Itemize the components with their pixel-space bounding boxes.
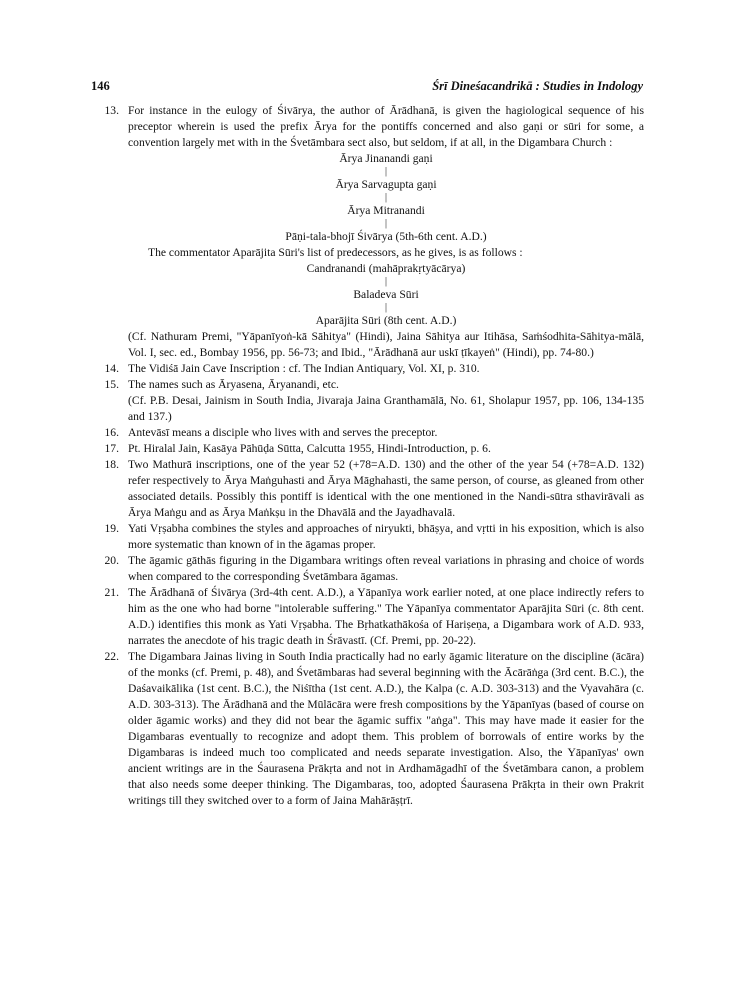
lineage-2-item: Baladeva Sūri (353, 288, 419, 301)
lineage-2-item: Aparājita Sūri (8th cent. A.D.) (315, 314, 457, 327)
lineage-2-item: Candranandi (mahāprakṛtyācārya) (306, 262, 466, 275)
note-text: The Digambara Jainas living in South India practically had no early āgamic literature on the discipline (ācāra) of the monks (cf. Premi, p. 48), and Śvetāmbaras had several beginning with the Ācārāṅga (3rd cent. B.C.), the Daśavaikālika (1st cent. B.C.), the Niśītha (1st cent. A.D.), the Kalpa (c. A.D. 303-313) and the Vyavahāra (c. A.D. 303-313). The Ārādhanā and the Mūlācāra were fresh compositions by the Yāpanīyas (based of course on older āgamic works) and they did not bear the āgamic suffix "aṅga". This may have made it easier for the Digambaras eventually to recognize and adopt them. This problem of borrowals of entire works by the Digambaras is indeed much too complicated and needs separate investigation. Also, the Yāpanīyas' own ancient writings are in the Śaurasena Prākṛta and not in Ardhamāgadhī of the Śvetāmbara canon, a problem that also needs some deeper thinking. The Digambaras, too, adopted Śaurasena Prākṛta in their own Prakrit writings till they switched over to a form of Jaina Mahārāṣṭrī. (128, 650, 644, 807)
note-13 (91, 103, 644, 361)
lineage-separator: | (384, 192, 387, 203)
page-number: 146 (91, 79, 110, 93)
note-22 (91, 649, 644, 809)
note-reference: (Cf. Nathuram Premi, "Yāpanīyoṅ-kā Sāhitya" (Hindi), Jaina Sāhitya aur Itihāsa, Saṁśodhita-Sāhitya-mālā, Vol. I, sec. ed., Bombay 1956, pp. 56-73; and Ibid., "Ārādhanā aur uskī ṭīkayeṅ" (Hindi), pp. 74-80.) (128, 330, 644, 359)
note-number: 14. (104, 362, 119, 375)
note-18 (91, 457, 644, 521)
lineage-separator: | (384, 302, 387, 313)
note-17 (91, 441, 644, 457)
running-title: Śrī Dineśacandrikā : Studies in Indology (432, 79, 643, 93)
note-text: Antevāsī means a disciple who lives with and serves the preceptor. (128, 426, 438, 439)
note-text: The Ārādhanā of Śivārya (3rd-4th cent. A.D.), a Yāpanīya work earlier noted, at one place indirectly refers to him as the one who had borne "intolerable suffering." The Yāpanīya commentator Aparājita Sūri (c. 8th cent. A.D.) identifies this monk as Yati Vṛṣabha. The Bṛhatkathākośa of Hariṣeṇa, a Digambara work of A.D. 933, narrates the anecdote of his tragic death in Śrāvastī. (Cf. Premi, pp. 20-22). (128, 586, 644, 647)
lineage-1-item: Pāṇi-tala-bhojī Śivārya (5th-6th cent. A.D.) (285, 230, 487, 243)
note-14 (91, 361, 644, 377)
endnotes (91, 103, 644, 809)
note-20 (91, 553, 644, 585)
note-19 (91, 521, 644, 553)
lineage-separator: | (384, 218, 387, 229)
note-number: 21. (104, 586, 119, 599)
note-text: Two Mathurā inscriptions, one of the year 52 (+78=A.D. 130) and the other of the year 54 (+78=A.D. 132) refer respectively to Ārya Maṅguhasti and Ārya Māghahasti, the same person, of course, as gleaned from other associated details. Possibly this pontiff is identical with the one mentioned in the Nandi-sūtra sthavirāvali as Ārya Maṅgu and as Ārya Maṅkṣu in the Dhavālā and the Jayadhavalā. (128, 458, 644, 519)
lineage-2-intro: The commentator Aparājita Sūri's list of predecessors, as he gives, is as follows : (148, 246, 523, 259)
note-number: 16. (104, 426, 119, 439)
note-text: Pt. Hiralal Jain, Kasāya Pāhūḍa Sūtta, Calcutta 1955, Hindi-Introduction, p. 6. (128, 442, 491, 455)
note-text: The names such as Āryasena, Āryanandi, etc. (128, 378, 339, 391)
note-reference: (Cf. P.B. Desai, Jainism in South India, Jivaraja Jaina Granthamālā, No. 61, Sholapur 1957, pp. 106, 134-135 and 137.) (128, 394, 644, 423)
note-text: For instance in the eulogy of Śivārya, the author of Ārādhanā, is given the hagiological sequence of his preceptor wherein is used the prefix Ārya for the pontiffs concerned and also gaṇi or sūri for some, a convention largely met with in the Śvetāmbara sect also, but seldom, if at all, in the Digambara Church : (128, 104, 644, 149)
note-number: 20. (104, 554, 119, 567)
note-21 (91, 585, 644, 649)
note-number: 22. (104, 650, 119, 663)
lineage-1-item: Ārya Jinanandi gaṇi (339, 152, 433, 165)
lineage-1-item: Ārya Sarvagupta gaṇi (335, 178, 437, 191)
note-number: 18. (104, 458, 119, 471)
note-number: 13. (104, 104, 119, 117)
note-15 (91, 377, 644, 425)
note-text: The āgamic gāthās figuring in the Digambara writings often reveal variations in phrasing and choice of words when compared to the corresponding Śvetāmbara āgamas. (128, 554, 644, 583)
note-text: The Vidiśā Jain Cave Inscription : cf. The Indian Antiquary, Vol. XI, p. 310. (128, 362, 480, 375)
lineage-separator: | (384, 166, 387, 177)
note-number: 15. (104, 378, 119, 391)
note-16 (91, 425, 644, 441)
note-number: 19. (104, 522, 119, 535)
note-number: 17. (104, 442, 119, 455)
lineage-separator: | (384, 276, 387, 287)
note-text: Yati Vṛṣabha combines the styles and approaches of niryukti, bhāṣya, and vṛtti in his exposition, which is also more systematic than known of in the āgamas proper. (128, 522, 644, 551)
lineage-1-item: Ārya Mitranandi (347, 204, 425, 217)
